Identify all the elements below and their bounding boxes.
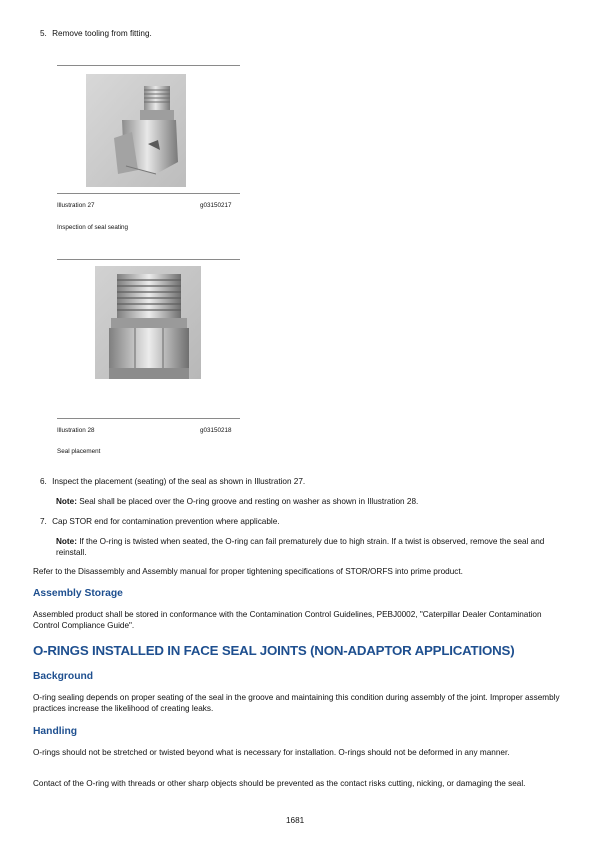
background-text: O-ring sealing depends on proper seating of the seal in the groove and maintaining this condition during assembly of the joint. Improper assembly practices increase the likelihood of creating leaks. [33, 693, 560, 713]
section-heading: O-RINGS INSTALLED IN FACE SEAL JOINTS (NON-ADAPTOR APPLICATIONS) [33, 643, 515, 658]
figure-27-bottom-rule [57, 193, 240, 194]
step-5-number: 5. [40, 29, 47, 38]
page-number: 1681 [286, 816, 305, 825]
figure-27-caption: Inspection of seal seating [57, 224, 129, 231]
step-7-text: Cap STOR end for contamination prevention where applicable. [52, 517, 280, 526]
background-heading: Background [33, 671, 94, 682]
step-6-note [56, 496, 566, 507]
step-6-text: Inspect the placement (seating) of the seal as shown in Illustration 27. [52, 477, 306, 486]
step-5 [40, 28, 560, 39]
figure-28-code: g03150218 [200, 427, 232, 434]
figure-28-caption: Seal placement [57, 448, 101, 455]
refer-paragraph: Refer to the Disassembly and Assembly manual for proper tightening specifications of STOR/ORFS into prime product. [33, 567, 463, 576]
handling-text-2: Contact of the O-ring with threads or other sharp objects should be prevented as the contact risks cutting, nicking, or damaging the seal. [33, 779, 526, 788]
figure-28-bottom-rule [57, 418, 240, 419]
figure-28-top-rule [57, 259, 240, 260]
handling-heading: Handling [33, 726, 78, 737]
step-7 [40, 516, 560, 527]
step-6-note-label: Note: [56, 497, 77, 506]
handling-text-1: O-rings should not be stretched or twisted beyond what is necessary for installation. O-rings should not be deformed in any manner. [33, 748, 510, 757]
figure-27-top-rule [57, 65, 240, 66]
assembly-storage-heading: Assembly Storage [33, 588, 123, 599]
step-7-number: 7. [40, 517, 47, 526]
figure-27-code: g03150217 [200, 202, 232, 209]
step-7-note-text: If the O-ring is twisted when seated, the O-ring can fail prematurely due to high strain. If a twist is observed, remove the seal and reinstall. [56, 537, 545, 557]
straight-fitting-photo [95, 266, 201, 379]
step-6 [40, 476, 560, 487]
step-7-note [56, 536, 566, 558]
figure-28-label: Illustration 28 [57, 427, 95, 434]
figure-27-label: Illustration 27 [57, 202, 95, 209]
step-5-text: Remove tooling from fitting. [52, 29, 152, 38]
step-6-note-text: Seal shall be placed over the O-ring groove and resting on washer as shown in Illustration 28. [79, 497, 419, 506]
assembly-storage-text: Assembled product shall be stored in conformance with the Contamination Control Guidelines, PEBJ0002, "Caterpillar Dealer Contamination Control Compliance Guide". [33, 610, 542, 630]
step-6-number: 6. [40, 477, 47, 486]
elbow-fitting-photo [86, 74, 186, 187]
step-7-note-label: Note: [56, 537, 77, 546]
